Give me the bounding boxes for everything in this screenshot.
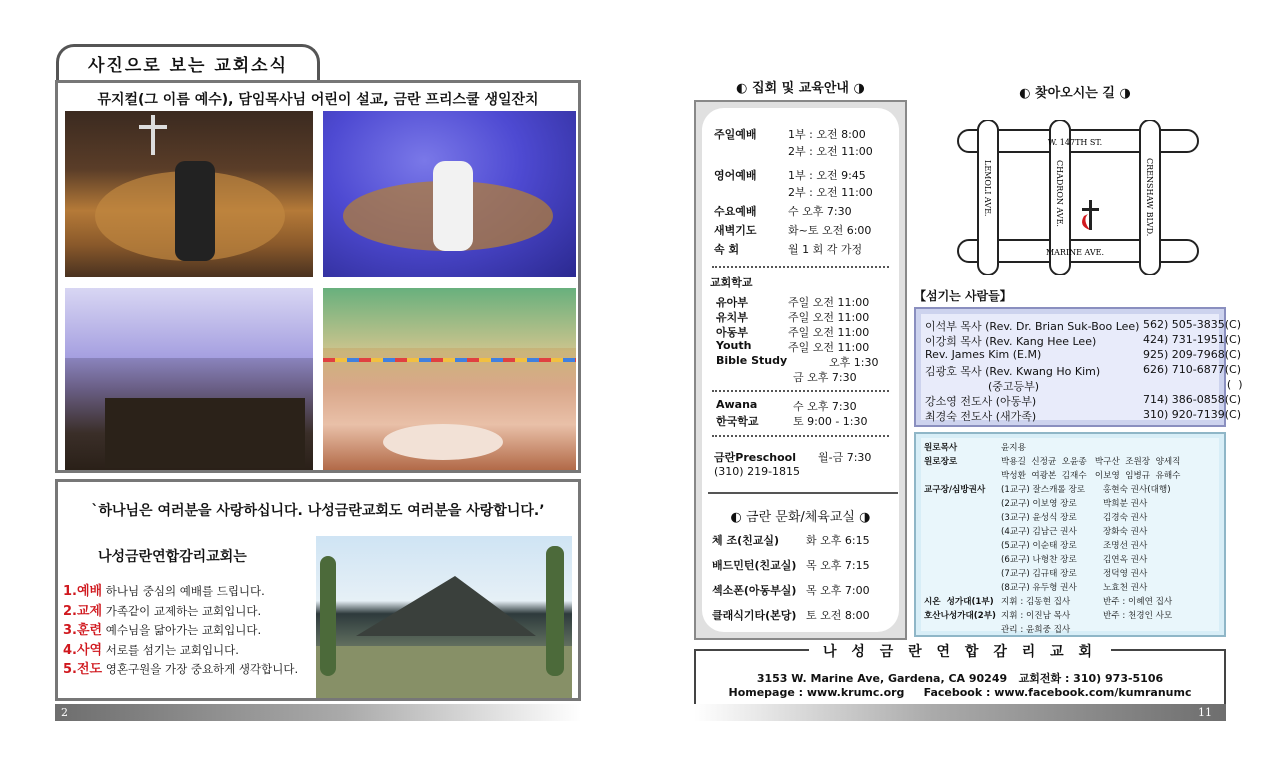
schedule-box <box>694 100 907 640</box>
district-leader: (1교구) 잘스캐롤 장로 <box>1001 485 1086 495</box>
street1-label: LEMOLI AVE. <box>983 160 992 217</box>
choir1-label: 시온 성가대(1부) <box>924 597 994 607</box>
staff-row: Rev. James Kim (E.M) 925) 209-7968(C) <box>925 348 1242 361</box>
choir2-manager: 관리 : 윤희중 집사 <box>1001 625 1071 635</box>
mission-item: 1.예배 하나님 중심의 예배를 드립니다. <box>63 584 265 599</box>
quote-text: `하나님은 여러분을 사랑하십니다. 나성금란교회도 여러분을 사랑합니다.’ <box>91 503 545 519</box>
culture-row: 배드민턴(친교실) 목 오후 7:15 <box>712 559 870 572</box>
church-cross-icon <box>1082 200 1099 230</box>
staff-row: (중고등부) ( ) <box>925 378 1243 393</box>
school-title: 교회학교 <box>710 276 753 289</box>
staff-row: 이석부 목사 (Rev. Dr. Brian Suk-Boo Lee) 562) 505-3835(C) <box>925 318 1242 333</box>
school-row: 아동부 주일 오전 11:00 <box>716 326 870 339</box>
street3-label: CRENSHAW BLVD. <box>1145 158 1154 237</box>
sermon-photo <box>65 288 313 470</box>
staff-row: 이강희 목사 (Rev. Kang Hee Lee) 424) 731-1951(C) <box>925 333 1242 348</box>
photo-news-box <box>55 80 581 473</box>
district-deaconess: 노효천 권사 <box>1103 583 1148 593</box>
schedule-title: ◐ 집회 및 교육안내 ◑ <box>736 81 865 96</box>
choir2-conductor: 지휘 : 이진남 목사 <box>1001 611 1071 621</box>
choir2-label: 호산나성가대(2부) <box>924 611 996 621</box>
photo-caption: 뮤지컬(그 이름 예수), 담임목사님 어린이 설교, 금란 프리스쿨 생일잔치 <box>97 92 539 108</box>
district-leader: (3교구) 윤성식 장로 <box>1001 513 1077 523</box>
preschool-birthday-photo <box>323 288 576 470</box>
school-row: 유아부 주일 오전 11:00 <box>716 296 870 309</box>
district-deaconess: 박희분 권사 <box>1103 499 1148 509</box>
district-leader: (2교구) 이보영 장로 <box>1001 499 1077 509</box>
district-deaconess: 홍현숙 권사(대행) <box>1103 485 1171 495</box>
church-building-photo <box>316 536 572 698</box>
worship-row: 영어예배 1부 : 오전 9:45 <box>714 169 866 182</box>
other-row: 한국학교 토 9:00 - 1:30 <box>716 415 868 428</box>
district-deaconess: 정덕영 권사 <box>1103 569 1148 579</box>
culture-row: 클래식기타(본당) 토 오전 8:00 <box>712 609 870 622</box>
divider <box>712 390 889 392</box>
church-web: Homepage : www.krumc.org Facebook : www.facebook.com/kumranumc <box>728 686 1192 699</box>
staff-row: 최경숙 전도사 (새가족) 310) 920-7139(C) <box>925 408 1242 423</box>
mission-item: 3.훈련 예수님을 닮아가는 교회입니다. <box>63 623 262 638</box>
musical-dance-photo <box>323 111 576 277</box>
mission-box <box>55 479 581 701</box>
district-deaconess: 김경숙 권사 <box>1103 513 1148 523</box>
section-tab-title: 사진으로 보는 교회소식 <box>56 44 320 80</box>
district-leader: (7교구) 김규태 장로 <box>1001 569 1077 579</box>
street2-label: CHADRON AVE. <box>1055 160 1064 227</box>
preschool-row: 금란Preschool 월-금 7:30 <box>714 451 872 464</box>
staff-row: 김광호 목사 (Rev. Kwang Ho Kim) 626) 710-6877(C) <box>925 363 1242 378</box>
elders-box <box>914 432 1226 637</box>
mission-list <box>63 582 298 680</box>
culture-row: 체 조(친교실) 화 오후 6:15 <box>712 534 870 547</box>
mission-title: 나성금란연합감리교회는 <box>98 549 247 565</box>
honorary-pastor-label: 원로목사 <box>924 443 958 453</box>
bottom-street-label: MARINE AVE. <box>1045 248 1105 257</box>
divider <box>712 435 889 437</box>
mission-item: 5.전도 영혼구원을 가장 중요하게 생각합니다. <box>63 662 299 677</box>
staff-box <box>914 307 1243 427</box>
page-number: 2 <box>61 706 68 719</box>
other-row: Awana 수 오후 7:30 <box>716 398 857 413</box>
district-leader: (6교구) 나형찬 장로 <box>1001 555 1077 565</box>
preschool-phone: (310) 219-1815 <box>714 465 801 478</box>
musical-choir-photo <box>65 111 313 277</box>
mission-item: 4.사역 서로를 섬기는 교회입니다. <box>63 642 239 658</box>
district-label: 교구장/심방권사 <box>924 485 986 495</box>
choir2-accompanist: 반주 : 천경인 사모 <box>1103 611 1173 621</box>
honorary-pastor: 윤지용 <box>1001 443 1026 453</box>
school-row: 유치부 주일 오전 11:00 <box>716 311 870 324</box>
mission-item: 2.교제 가족같이 교제하는 교회입니다. <box>63 603 262 619</box>
worship-row: 주일예배 1부 : 오전 8:00 <box>714 128 866 141</box>
divider <box>708 492 898 494</box>
page-number: 11 <box>1198 706 1212 719</box>
district-deaconess: 조명선 권사 <box>1103 541 1148 551</box>
church-name: 나 성 금 란 연 합 감 리 교 회 <box>809 644 1111 660</box>
schedule-inner: 주일예배 1부 : 오전 8:00 2부 : 오전 11:00 영어예배 1부 : 오전 9:45 2부 : 오전 11:00 수요예배 수 오후 7:30 새벽기도 화~토 오전 6:00 속 회 월 1 회 각 가정 교회학교 유아부 주일 오전 11:00 유치부 주일 오전 11:00 아동부 주일 오전 11:00 Youth 주일 오전 11:00 Bible Study 오후 1:30 금 오후 7:30 Awana 수 오후 7:30 한국학교 토 9:00 - 1:30 금란Preschool 월-금 7:30 (310) 219-1815 ◐ 금란 문화/체육교실 ◑ 체 조(친교실) 화 오후 6:15 배드민턴(친교실) 목 오후 7:15 섹소폰(아동부실) 목 오후 7:00 클래식기타(본당) 토 오전 8:00 <box>702 108 899 632</box>
choir1-conductor: 지휘 : 김동현 집사 <box>1001 597 1071 607</box>
school-row: Youth 주일 오전 11:00 <box>716 339 870 354</box>
district-leader: (4교구) 김남근 권사 <box>1001 527 1077 537</box>
choir1-accompanist: 반주 : 이혜연 집사 <box>1103 597 1173 607</box>
directions-map <box>950 120 1210 275</box>
worship-row: 새벽기도 화~토 오전 6:00 <box>714 224 872 237</box>
left-footer-bar <box>55 704 581 721</box>
honorary-elders-2: 박성환 여광본 김재수 이보영 임병규 유해수 <box>1001 471 1181 481</box>
worship-row: 속 회 월 1 회 각 가정 <box>714 243 863 256</box>
district-leader: (5교구) 이순태 장로 <box>1001 541 1077 551</box>
honorary-elder-label: 원로장로 <box>924 457 958 467</box>
school-row: Bible Study 오후 1:30 <box>716 354 879 369</box>
divider <box>712 266 889 268</box>
church-address: 3153 W. Marine Ave, Gardena, CA 90249 교회전화 : 310) 973-5106 <box>756 672 1164 685</box>
right-footer-bar <box>694 704 1226 721</box>
staff-row: 강소영 전도사 (아동부) 714) 386-0858(C) <box>925 393 1242 408</box>
district-deaconess: 장화숙 권사 <box>1103 527 1148 537</box>
top-street-label: W. 147TH ST. <box>1047 138 1103 147</box>
district-leader: (8교구) 유두형 권사 <box>1001 583 1077 593</box>
church-info-box <box>694 644 1226 707</box>
culture-row: 섹소폰(아동부실) 목 오후 7:00 <box>712 584 870 597</box>
map-title: ◐ 찾아오시는 길 ◑ <box>1019 86 1131 101</box>
district-deaconess: 김연옥 권사 <box>1103 555 1148 565</box>
culture-title: ◐ 금란 문화/체육교실 ◑ <box>730 510 871 525</box>
worship-row: 수요예배 수 오후 7:30 <box>714 205 852 218</box>
staff-title: 【섬기는 사람들】 <box>914 289 1012 303</box>
honorary-elders-1: 박용길 신정균 오윤종 박구산 조원장 양세직 <box>1001 457 1181 467</box>
